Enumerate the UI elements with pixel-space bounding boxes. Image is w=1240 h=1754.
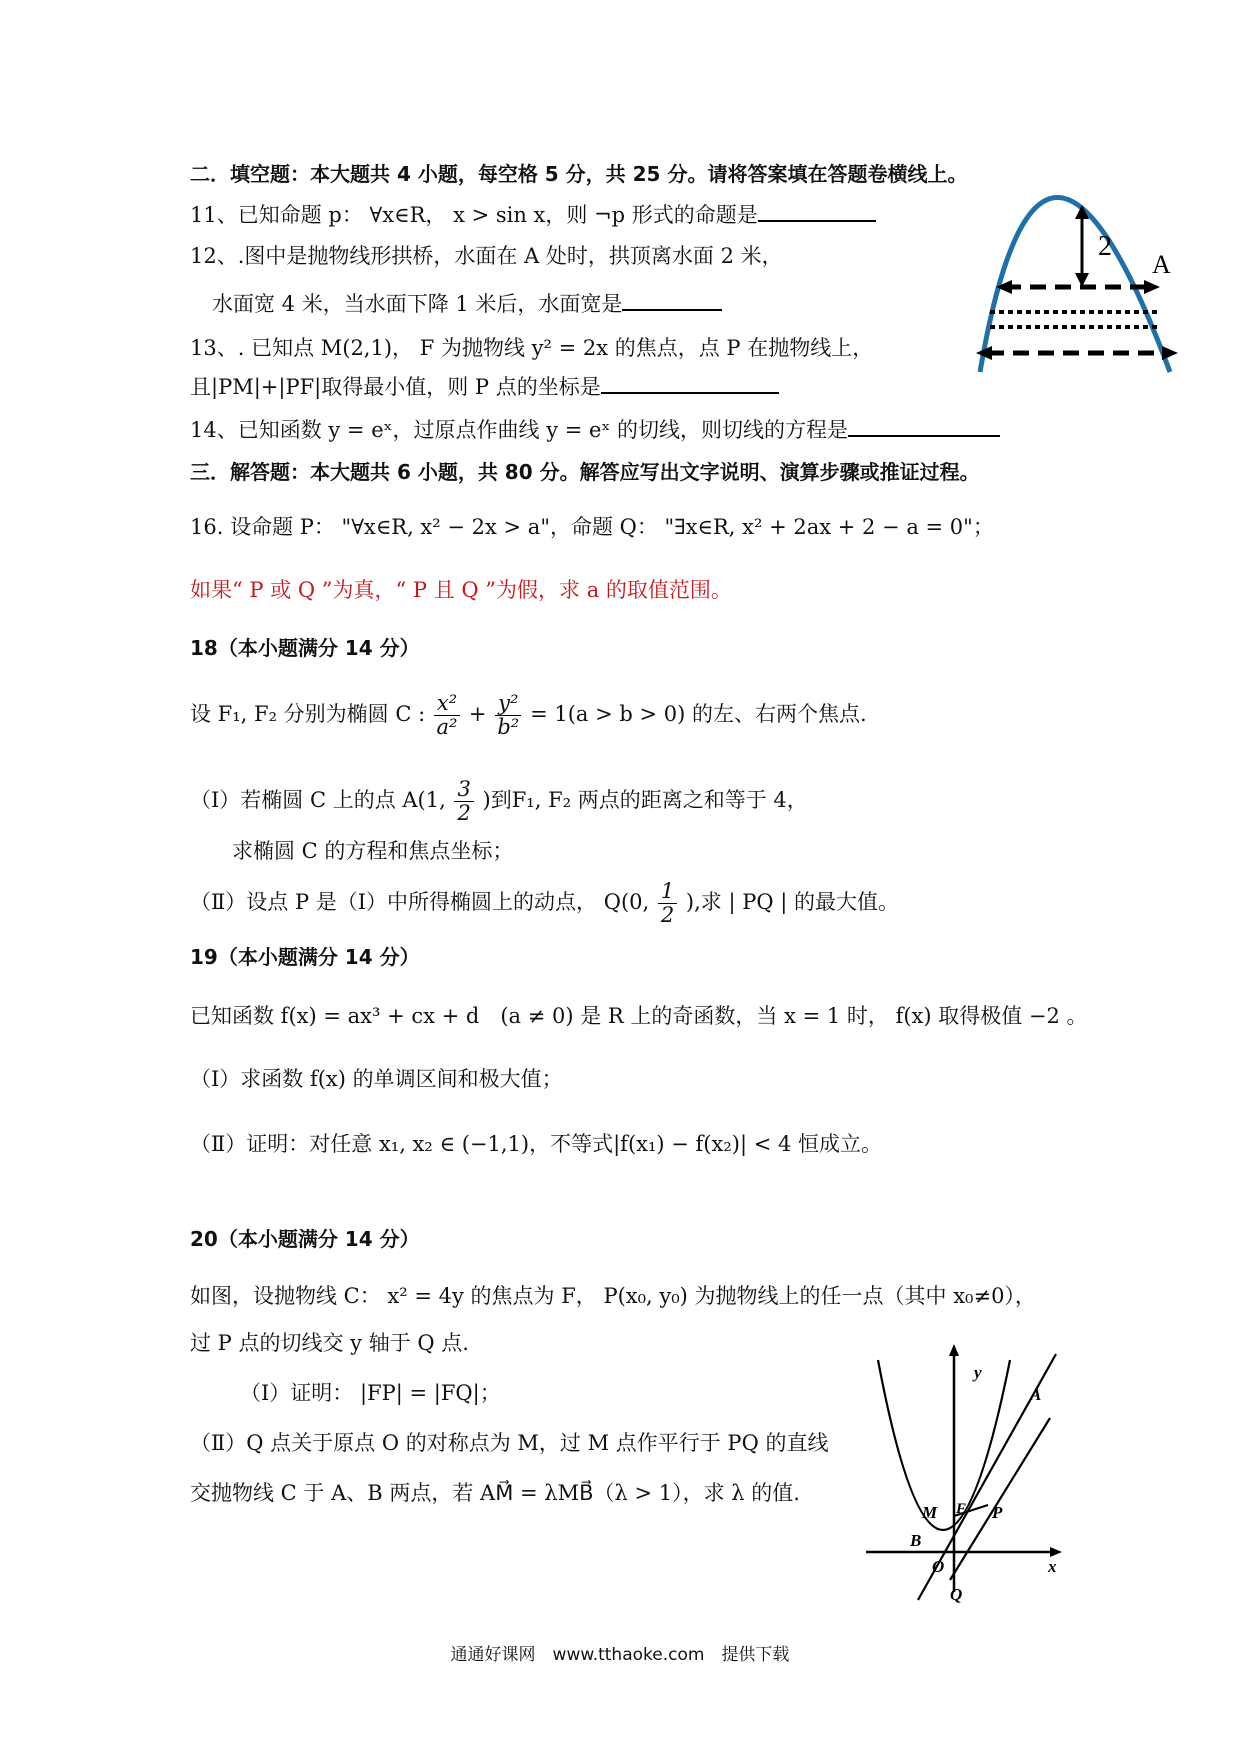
question-20-part2-line1: （Ⅱ）Q 点关于原点 O 的对称点为 M，过 M 点作平行于 PQ 的直线 [190,1431,829,1455]
question-13-line2: 且|PM|+|PF|取得最小值，则 P 点的坐标是 [190,372,779,400]
tangent-line-pq [950,1418,1050,1580]
question-18-header: 18（本小题满分 14 分） [190,636,420,660]
question-16-line1: 16. 设命题 P： "∀x∈R, x² − 2x > a"，命题 Q： "∃x∈R, x² + 2ax + 2 − a = 0"； [190,515,994,539]
question-12-line1: 12、.图中是抛物线形拱桥，水面在 A 处时，拱顶离水面 2 米， [190,244,783,268]
question-20-part1: （Ⅰ）证明： |FP| = |FQ|； [240,1381,501,1405]
label-x: x [1048,1557,1057,1576]
question-20-line2: 过 P 点的切线交 y 轴于 Q 点. [190,1331,469,1355]
answer-blank [622,289,722,311]
question-11: 11、已知命题 p： ∀x∈R， x > sin x，则 ¬p 形式的命题是 [190,200,876,228]
page-footer: 通通好课网 www.tthaoke.com 提供下载 [450,1645,790,1665]
question-20-part2-line2: 交抛物线 C 于 A、B 两点，若 AM⃗ = λMB⃗（λ > 1），求 λ 的值. [190,1481,800,1505]
point-a-label: A [1152,250,1171,279]
height-label: 2 [1098,231,1112,262]
parabola-tangent-figure [858,1340,1068,1605]
section-3-header: 三．解答题：本大题共 6 小题，共 80 分。解答应写出文字说明、演算步骤或推证过程。 [190,460,980,484]
question-13-line1: 13、. 已知点 M(2,1)， F 为抛物线 y² = 2x 的焦点，点 P 在抛物线上， [190,336,874,360]
question-18-stem: 设 F₁, F₂ 分别为椭圆 C : $\frac{\text{x²}}{\text{a²}}$ + $\frac{\text{y²}}{\text{b²}}$ = 1(a > b > 0) 的左、右两个焦点. [190,691,867,740]
question-19-part2: （Ⅱ）证明：对任意 x₁, x₂ ∈ (−1,1)，不等式|f(x₁) − f(x₂)| < 4 恒成立。 [190,1132,883,1156]
water-line-a-right-arrow [1144,280,1160,294]
answer-blank [758,200,876,222]
label-p: P [992,1503,1003,1522]
section-2-header: 二．填空题：本大题共 4 小题，每空格 5 分，共 25 分。请将答案填在答题卷横线上。 [190,162,968,186]
question-14: 14、已知函数 y = eˣ，过原点作曲线 y = eˣ 的切线，则切线的方程是 [190,415,1000,443]
y-axis-arrow [949,1344,959,1356]
label-o: O [932,1557,945,1576]
answer-blank [601,372,779,394]
water-line-lowered-right-arrow [1162,346,1178,360]
question-16-line2: 如果“ P 或 Q ”为真，“ P 且 Q ”为假，求 a 的取值范围。 [190,578,732,602]
label-a: A [1030,1385,1042,1404]
answer-blank [848,415,1000,437]
question-18-part2: （Ⅱ）设点 P 是（Ⅰ）中所得椭圆上的动点， Q(0, $\frac{1}{2}$ ),求 | PQ | 的最大值。 [190,879,899,928]
fraction-y2-b2: $\frac{\text{y²}}{\text{b²}}$ [495,692,521,739]
question-19-header: 19（本小题满分 14 分） [190,945,420,969]
question-19-stem: 已知函数 f(x) = ax³ + cx + d (a ≠ 0) 是 R 上的奇函数，当 x = 1 时， f(x) 取得极值 −2 。 [190,1004,1088,1028]
question-18-part1: （Ⅰ）若椭圆 C 上的点 A(1, $\frac{3}{2}$ )到F₁, F₂ 两点的距离之和等于 4， [190,777,808,826]
fraction-1-2: $\frac{1}{2}$ [658,880,677,927]
label-b: B [910,1531,922,1550]
label-m: M [922,1503,938,1522]
x-axis-arrow [1050,1547,1062,1557]
label-q: Q [950,1585,963,1604]
arch-bridge-figure [960,195,1190,380]
label-y: y [974,1363,982,1382]
fraction-x2-a2: $\frac{\text{x²}}{\text{a²}}$ [434,692,460,739]
parabola-curve [878,1360,1010,1530]
fraction-3-2: $\frac{3}{2}$ [454,778,473,825]
question-20-line1: 如图，设抛物线 C： x² = 4y 的焦点为 F， P(x₀, y₀) 为抛物线上的任一点（其中 x₀≠0）， [190,1284,1036,1308]
question-18-part1-line2: 求椭圆 C 的方程和焦点坐标； [232,839,514,863]
label-f: F [956,1501,967,1517]
question-19-part1: （Ⅰ）求函数 f(x) 的单调区间和极大值； [190,1067,563,1091]
question-20-header: 20（本小题满分 14 分） [190,1227,420,1251]
question-12-line2: 水面宽 4 米，当水面下降 1 米后，水面宽是 [212,289,722,317]
